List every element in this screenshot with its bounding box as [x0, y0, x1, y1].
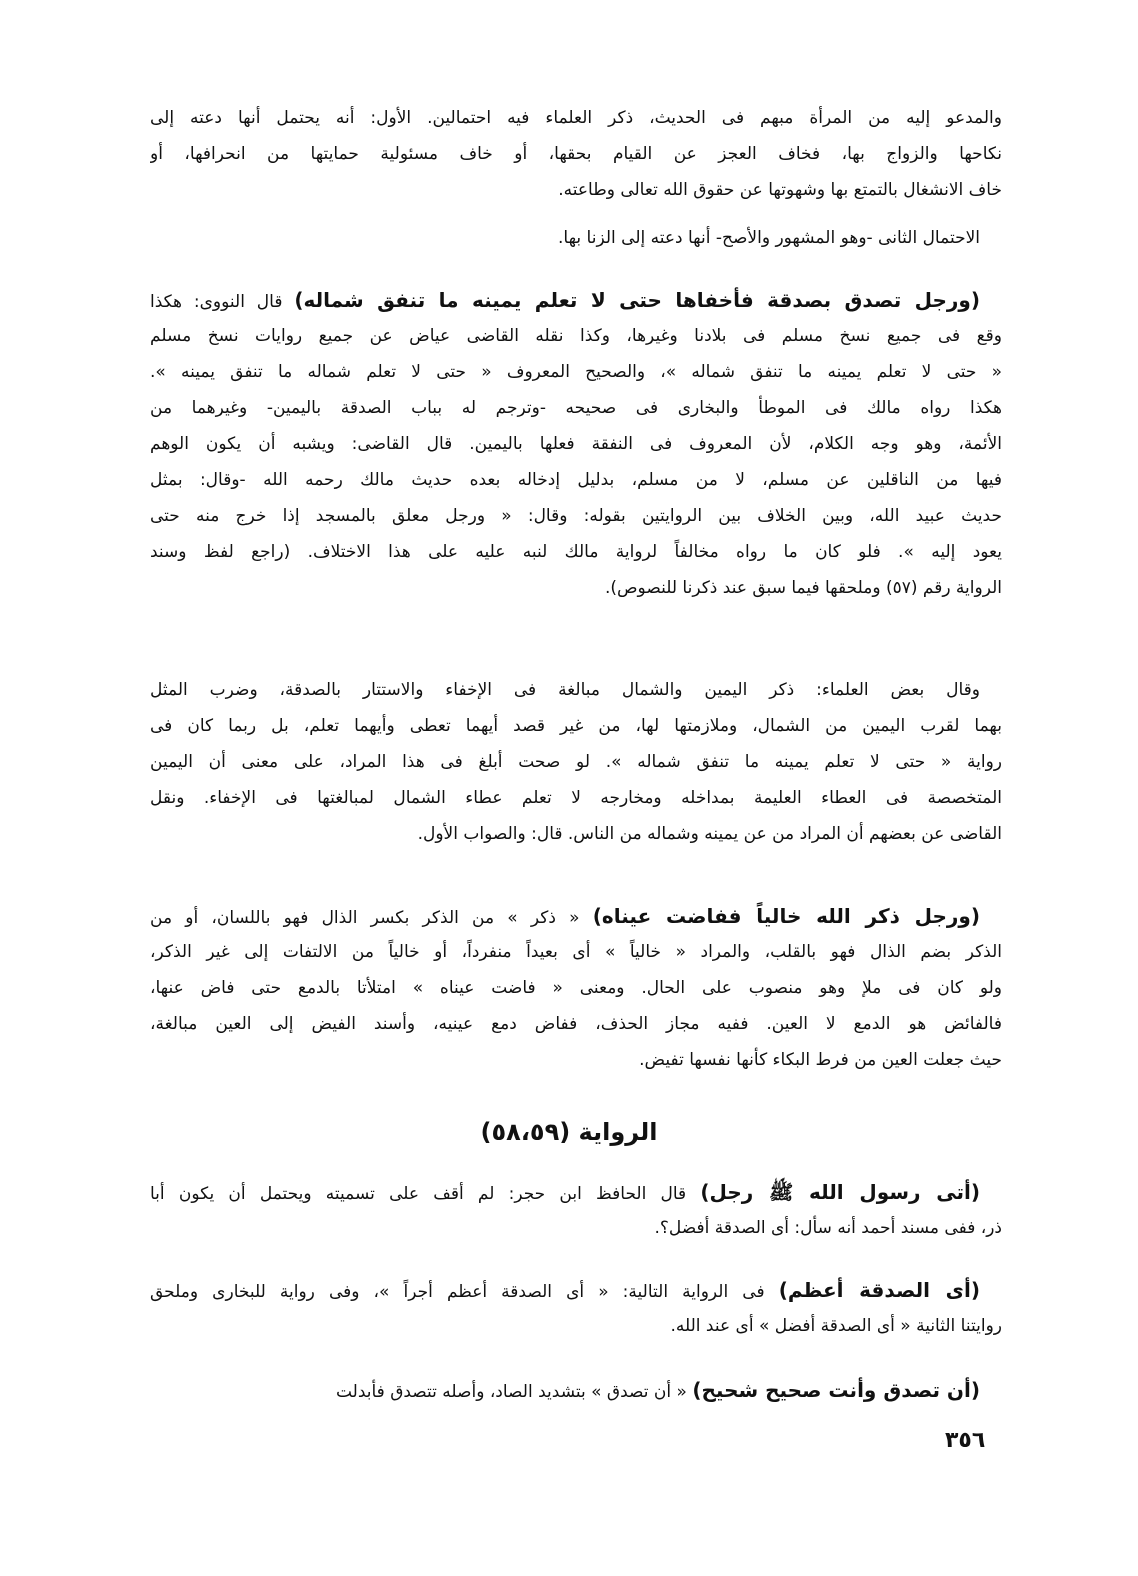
line-text: فالفائض هو الدمع لا العين. ففيه مجاز الحذف، ففاض دمع عينيه، وأسند الفيض إلى العين مبالغة، [150, 1014, 1002, 1034]
text-line [150, 816, 1002, 852]
hadith-quote-lead: (ورجل ذكر الله خالياً ففاضت عيناه) [592, 904, 980, 928]
text-line [150, 462, 1002, 498]
paragraph [150, 100, 1002, 208]
line-text: القاضى عن بعضهم أن المراد من عن يمينه وشماله من الناس. قال: والصواب الأول. [417, 824, 1002, 844]
line-text: نكاحها والزواج بها، فخاف العجز عن القيام بحقها، أو خاف مسئولية حمايتها من انحرافها، أو [150, 144, 1002, 164]
paragraph [150, 1174, 1002, 1246]
line-text: « أن تصدق » بتشديد الصاد، وأصله تتصدق فأبدلت [335, 1382, 693, 1402]
line-text: « حتى لا تعلم يمينه ما تنفق شماله »، والصحيح المعروف « حتى لا تعلم شماله ما تنفق يمينه ». [150, 362, 1002, 382]
hadith-quote-lead: (أن تصدق وأنت صحيح شحيح) [692, 1378, 980, 1402]
line-text: فيها من الناقلين عن مسلم، لا من مسلم، بدليل إدخاله بعده حديث مالك رحمه الله -وقال: بمثل [150, 470, 1002, 490]
text-line [150, 780, 1002, 816]
text-line [150, 1006, 1002, 1042]
paragraph [150, 1372, 1002, 1408]
text-line [150, 898, 1002, 934]
line-text: المتخصصة فى العطاء العليمة بمداخله ومخارجه لا تعلم عطاء الشمال لمبالغتها فى الإخفاء. ونقل [150, 788, 1002, 808]
text-line [150, 1210, 1002, 1246]
text-line [150, 220, 1002, 256]
line-text: هكذا رواه مالك فى الموطأ والبخارى فى صحيحه -وترجم له بباب الصدقة باليمين- وغيرهما من [150, 398, 1002, 418]
paragraph [150, 220, 1002, 256]
paragraph [150, 282, 1002, 606]
line-text: ذر، ففى مسند أحمد أنه سأل: أى الصدقة أفضل؟. [654, 1218, 1002, 1238]
hadith-quote-lead: (أى الصدقة أعظم) [778, 1278, 980, 1302]
paragraph [150, 672, 1002, 852]
section-heading: الرواية (٥٨،٥٩) [480, 1118, 658, 1146]
text-line [150, 570, 1002, 606]
text-line [150, 1174, 1002, 1210]
text-line [150, 1308, 1002, 1344]
text-line [150, 318, 1002, 354]
line-text: يعود إليه ». فلو كان ما رواه مخالفاً لرواية مالك لنبه عليه على هذا الاختلاف. (راجع لفظ وسند [150, 542, 1002, 562]
text-line [150, 282, 1002, 318]
paragraph [150, 898, 1002, 1078]
page-number: ٣٥٦ [945, 1428, 986, 1453]
paragraph [150, 1272, 1002, 1344]
line-text: الأئمة، وهو وجه الكلام، لأن المعروف فى النفقة فعلها باليمين. قال القاضى: ويشبه أن يكون الوهم [150, 434, 1002, 454]
text-line [150, 1372, 1002, 1408]
text-line [150, 672, 1002, 708]
text-line [150, 426, 1002, 462]
text-line [150, 970, 1002, 1006]
text-line [150, 100, 1002, 136]
hadith-quote-lead: (ورجل تصدق بصدقة فأخفاها حتى لا تعلم يمينه ما تنفق شماله) [294, 288, 980, 312]
line-text: والمدعو إليه من المرأة مبهم فى الحديث، ذكر العلماء فيه احتمالين. الأول: أنه يحتمل أنها دعته إلى [150, 108, 1002, 128]
line-text: وقال بعض العلماء: ذكر اليمين والشمال مبالغة فى الإخفاء والاستتار بالصدقة، وضرب المثل [150, 680, 980, 700]
text-line [150, 498, 1002, 534]
text-line [150, 934, 1002, 970]
line-text: رواية « حتى لا تعلم يمينه ما تنفق شماله ». لو صحت أبلغ فى هذا المراد، على معنى أن اليمين [150, 752, 1002, 772]
line-text: روايتنا الثانية « أى الصدقة أفضل » أى عند الله. [670, 1316, 1002, 1336]
line-text: « ذكر » من الذكر بكسر الذال فهو باللسان، أو من [150, 908, 593, 928]
line-text: حديث عبيد الله، وبين الخلاف بين الروايتين بقوله: وقال: « ورجل معلق بالمسجد إذا خرج منه حتى [150, 506, 1002, 526]
text-line [150, 708, 1002, 744]
line-text: الذكر بضم الذال فهو بالقلب، والمراد « خالياً » أى بعيداً منفرداً، أو خالياً من الالتفات إلى غير الذكر، [150, 942, 1002, 962]
line-text: ولو كان فى ملإ وهو منصوب على الحال. ومعنى « فاضت عيناه » امتلأتا بالدمع حتى فاض عنها، [150, 978, 1002, 998]
text-line [150, 354, 1002, 390]
line-text: فى الرواية التالية: « أى الصدقة أعظم أجراً »، وفى رواية للبخارى وملحق [150, 1282, 779, 1302]
text-line [150, 1042, 1002, 1078]
text-line [150, 1272, 1002, 1308]
line-text: قال الحافظ ابن حجر: لم أقف على تسميته ويحتمل أن يكون أبا [150, 1184, 701, 1204]
text-line [150, 744, 1002, 780]
line-text: خاف الانشغال بالتمتع بها وشهوتها عن حقوق الله تعالى وطاعته. [558, 180, 1002, 200]
text-line [150, 136, 1002, 172]
text-line [150, 172, 1002, 208]
line-text: بهما لقرب اليمين من الشمال، وملازمتها لها، من غير قصد أيهما تعطى وأيهما تعلم، بل ربما كان فى [150, 716, 1002, 736]
text-line [150, 534, 1002, 570]
line-text: وقع فى جميع نسخ مسلم فى بلادنا وغيرها، وكذا نقله القاضى عياض عن جميع روايات نسخ مسلم [150, 326, 1002, 346]
line-text: قال النووى: هكذا [150, 292, 295, 312]
line-text: حيث جعلت العين من فرط البكاء كأنها نفسها تفيض. [639, 1050, 1002, 1070]
line-text: الرواية رقم (٥٧) وملحقها فيما سبق عند ذكرنا للنصوص). [604, 578, 1002, 598]
line-text: الاحتمال الثانى -وهو المشهور والأصح- أنها دعته إلى الزنا بها. [558, 228, 980, 248]
text-line [150, 390, 1002, 426]
hadith-quote-lead: (أتى رسول الله ﷺ رجل) [700, 1180, 981, 1204]
